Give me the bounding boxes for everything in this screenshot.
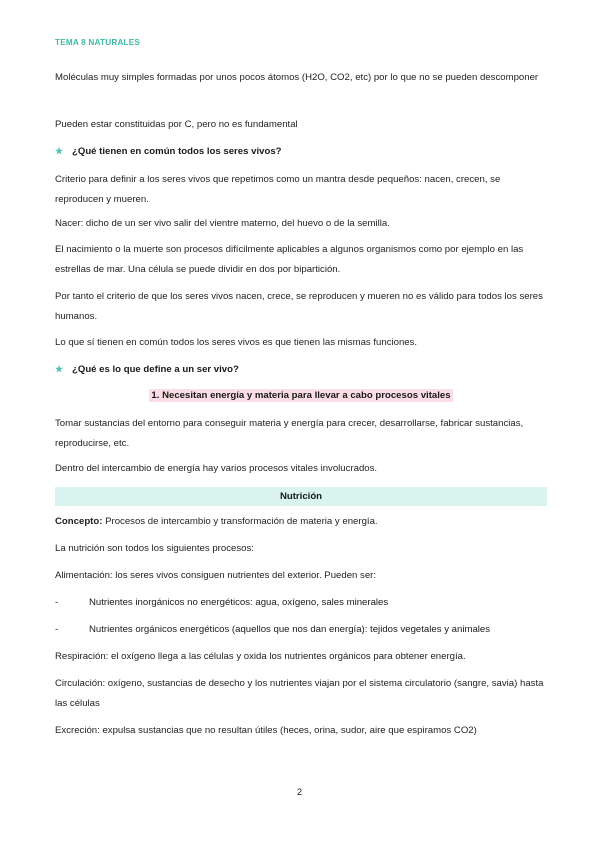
paragraph: Por tanto el criterio de que los seres vivos nacen, crece, se reproducen y mueren no es válido para todos los seres humanos. xyxy=(55,291,543,322)
paragraph: La nutrición son todos los siguientes procesos: xyxy=(55,543,254,554)
paragraph: Excreción: expulsa sustancias que no resultan útiles (heces, orina, sudor, aire que espiramos CO2) xyxy=(55,725,477,736)
question-heading xyxy=(55,146,282,157)
section-title-bar: Nutrición xyxy=(55,487,547,506)
page-number: 2 xyxy=(296,787,302,797)
paragraph: Respiración: el oxígeno llega a las células y oxida los nutrientes orgánicos para obtener energía. xyxy=(55,651,466,662)
bullet-dash: - xyxy=(55,597,59,608)
paragraph: Pueden estar constituidas por C, pero no es fundamental xyxy=(55,119,298,130)
question-text: ¿Qué tienen en común todos los seres vivos? xyxy=(72,146,282,157)
bullet-dash: - xyxy=(55,624,59,635)
paragraph: Tomar sustancias del entorno para conseguir materia y energía para crecer, desarrollarse, fabricar sustancias, reproducirse, etc. xyxy=(55,418,524,449)
list-item-text: Nutrientes orgánicos energéticos (aquellos que nos dan energía): tejidos vegetales y animales xyxy=(89,624,491,635)
paragraph: Moléculas muy simples formadas por unos pocos átomos (H2O, CO2, etc) por lo que no se pueden descomponer xyxy=(55,72,539,83)
paragraph: Criterio para definir a los seres vivos que repetimos como un mantra desde pequeños: nacen, crecen, se reproducen y mueren. xyxy=(55,174,501,205)
question-heading xyxy=(55,364,239,375)
highlight-heading xyxy=(55,390,547,401)
star-icon: ★ xyxy=(55,364,64,374)
question-text: ¿Qué es lo que define a un ser vivo? xyxy=(72,364,239,375)
concept-label: Concepto: xyxy=(55,516,103,527)
paragraph: El nacimiento o la muerte son procesos difícilmente aplicables a algunos organismos como por ejemplo en las estrellas de mar. Una célula se puede dividir en dos por bipartición. xyxy=(55,244,524,275)
paragraph: Dentro del intercambio de energía hay varios procesos vitales involucrados. xyxy=(55,463,378,474)
paragraph: Circulación: oxígeno, sustancias de desecho y los nutrientes viajan por el sistema circulatorio (sangre, savia) hasta las células xyxy=(55,678,544,709)
star-icon: ★ xyxy=(55,146,64,156)
concept-paragraph xyxy=(55,512,547,532)
paragraph: Nacer: dicho de un ser vivo salir del vientre materno, del huevo o de la semilla. xyxy=(55,218,390,229)
list-item-text: Nutrientes inorgánicos no energéticos: agua, oxígeno, sales minerales xyxy=(89,597,389,608)
page-header: TEMA 8 NATURALES xyxy=(55,38,141,47)
paragraph: Lo que sí tienen en común todos los seres vivos es que tienen las mismas funciones. xyxy=(55,337,418,348)
highlight-text: 1. Necesitan energía y materia para llevar a cabo procesos vitales xyxy=(151,390,451,401)
paragraph: Alimentación: los seres vivos consiguen nutrientes del exterior. Pueden ser: xyxy=(55,570,377,581)
concept-text: Procesos de intercambio y transformación de materia y energía. xyxy=(102,516,378,527)
